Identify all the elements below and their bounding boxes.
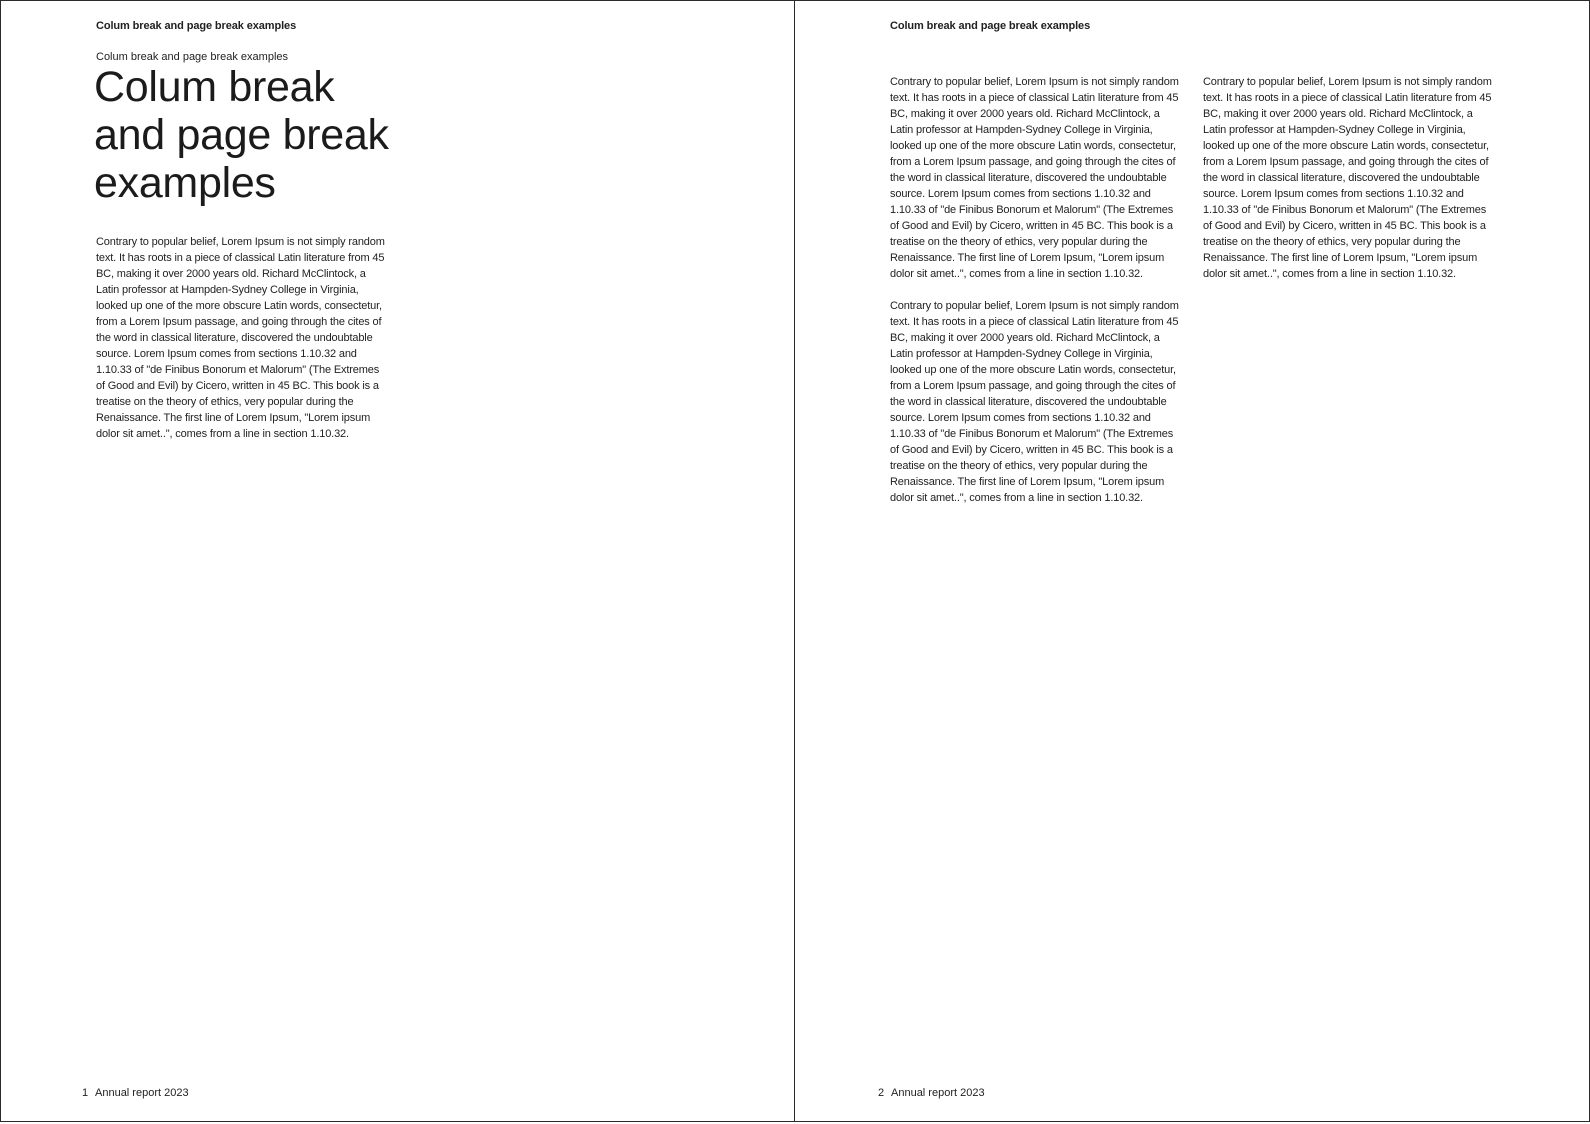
page-1 <box>0 0 795 1122</box>
page-2 <box>794 0 1590 1122</box>
body-paragraph: Contrary to popular belief, Lorem Ipsum is not simply random text. It has roots in a piece of classical Latin literature from 45 BC, making it over 2000 years old. Richard McClintock, a Latin professor at Hampden-Sydney College in Virginia, looked up one of the more obscure Latin words, consectetur, from a Lorem Ipsum passage, and going through the cites of the word in classical literature, discovered the undoubtable source. Lorem Ipsum comes from sections 1.10.32 and 1.10.33 of "de Finibus Bonorum et Malorum" (The Extremes of Good and Evil) by Cicero, written in 45 BC. This book is a treatise on the theory of ethics, very popular during the Renaissance. The first line of Lorem Ipsum, "Lorem ipsum dolor sit amet..", comes from a line in section 1.10.32. <box>96 236 385 440</box>
footer-title: Annual report 2023 <box>95 1087 189 1099</box>
page-title: Colum break and page break examples <box>94 63 389 207</box>
right-column-paragraph: Contrary to popular belief, Lorem Ipsum is not simply random text. It has roots in a piece of classical Latin literature from 45 BC, making it over 2000 years old. Richard McClintock, a Latin professor at Hampden-Sydney College in Virginia, looked up one of the more obscure Latin words, consectetur, from a Lorem Ipsum passage, and going through the cites of the word in classical literature, discovered the undoubtable source. Lorem Ipsum comes from sections 1.10.32 and 1.10.33 of "de Finibus Bonorum et Malorum" (The Extremes of Good and Evil) by Cicero, written in 45 BC. This book is a treatise on the theory of ethics, very popular during the Renaissance. The first line of Lorem Ipsum, "Lorem ipsum dolor sit amet..", comes from a line in section 1.10.32. <box>1203 76 1492 280</box>
left-column-paragraph: Contrary to popular belief, Lorem Ipsum is not simply random text. It has roots in a piece of classical Latin literature from 45 BC, making it over 2000 years old. Richard McClintock, a Latin professor at Hampden-Sydney College in Virginia, looked up one of the more obscure Latin words, consectetur, from a Lorem Ipsum passage, and going through the cites of the word in classical literature, discovered the undoubtable source. Lorem Ipsum comes from sections 1.10.32 and 1.10.33 of "de Finibus Bonorum et Malorum" (The Extremes of Good and Evil) by Cicero, written in 45 BC. This book is a treatise on the theory of ethics, very popular during the Renaissance. The first line of Lorem Ipsum, "Lorem ipsum dolor sit amet..", comes from a line in section 1.10.32. <box>890 300 1179 504</box>
left-column-paragraph: Contrary to popular belief, Lorem Ipsum is not simply random text. It has roots in a piece of classical Latin literature from 45 BC, making it over 2000 years old. Richard McClintock, a Latin professor at Hampden-Sydney College in Virginia, looked up one of the more obscure Latin words, consectetur, from a Lorem Ipsum passage, and going through the cites of the word in classical literature, discovered the undoubtable source. Lorem Ipsum comes from sections 1.10.32 and 1.10.33 of "de Finibus Bonorum et Malorum" (The Extremes of Good and Evil) by Cicero, written in 45 BC. This book is a treatise on the theory of ethics, very popular during the Renaissance. The first line of Lorem Ipsum, "Lorem ipsum dolor sit amet..", comes from a line in section 1.10.32. <box>890 76 1179 280</box>
running-header: Colum break and page break examples <box>890 20 1091 32</box>
page-number: 1 <box>82 1087 89 1099</box>
page-number: 2 <box>878 1087 885 1099</box>
page-footer <box>82 1087 189 1099</box>
running-header: Colum break and page break examples <box>96 20 297 32</box>
page-footer <box>878 1087 985 1099</box>
footer-title: Annual report 2023 <box>891 1087 985 1099</box>
section-kicker: Colum break and page break examples <box>96 51 289 63</box>
